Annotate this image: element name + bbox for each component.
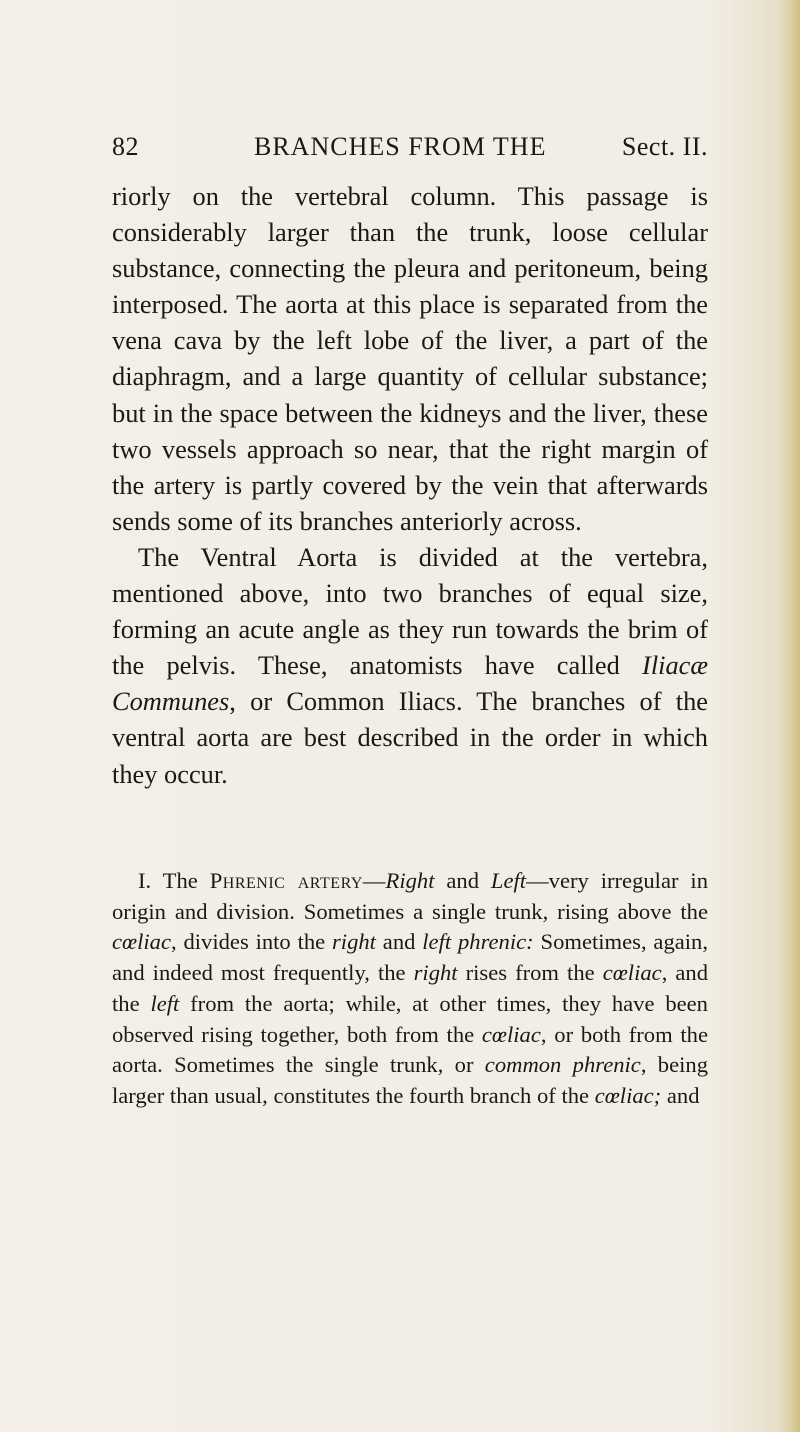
text-run: Sometimes, again, and indeed most frequently, the <box>112 929 709 986</box>
italic-term: Left <box>490 868 527 893</box>
italic-term: Right <box>385 868 435 893</box>
text-run: and <box>434 868 491 893</box>
text-run: , being larger than usual, constitutes the fourth branch of the <box>112 1052 708 1108</box>
italic-term: right <box>332 929 376 955</box>
section-label: Sect. II. <box>621 132 708 161</box>
text-run: from the aorta; while, at other times, they have been observed rising together, both from the <box>112 990 708 1047</box>
italic-term: common phrenic <box>484 1052 641 1078</box>
paragraph-ventral-aorta <box>112 539 708 792</box>
text-run: — <box>362 868 386 893</box>
italic-term: left phrenic: <box>422 929 534 955</box>
text-run: and <box>661 1082 700 1108</box>
italic-term: cœliac; <box>594 1082 662 1108</box>
text-run: rises from the <box>457 960 603 986</box>
italic-term: Iliacæ Communes <box>112 650 708 717</box>
text-run: —very irregular in origin and division. Sometimes a single trunk, rising above the <box>112 868 708 924</box>
text-run: , or Common Iliacs. The branches of the ventral aorta are best described in the order in which they occur. <box>112 686 708 789</box>
text-run: , divides into the <box>170 929 333 955</box>
phrenic-artery-section <box>112 866 708 1112</box>
main-text <box>112 178 708 792</box>
italic-term: cœliac <box>481 1021 541 1047</box>
text-run: , or both from the aorta. Sometimes the single trunk, or <box>112 1021 708 1078</box>
paragraph-phrenic-artery <box>112 866 708 1112</box>
running-header <box>112 132 708 168</box>
page-number: 82 <box>112 132 139 161</box>
text-run: , and the <box>112 960 709 1016</box>
paragraph-continued: riorly on the vertebral column. This passage is considerably larger than the trunk, loose cellular substance, connecting the pleura and peritoneum, being interposed. The aorta at this place is separated from the vena cava by the left lobe of the liver, a part of the diaphragm, and a large quantity of cellular substance; but in the space between the kidneys and the liver, these two vessels approach so near, that the right margin of the artery is partly covered by the vein that afterwards sends some of its branches anteriorly across. <box>112 181 708 536</box>
small-caps-heading: Phrenic artery <box>209 868 363 893</box>
italic-term: right <box>413 960 458 986</box>
italic-term: left <box>150 990 180 1016</box>
page-edge-shading <box>778 0 800 1432</box>
running-title: BRANCHES FROM THE <box>254 132 547 161</box>
italic-term: cœliac <box>112 929 171 955</box>
text-run: and <box>375 929 423 955</box>
italic-term: cœliac <box>602 960 662 986</box>
text-run: I. The <box>138 868 210 893</box>
text-run: The Ventral Aorta is divided at the vertebra, mentioned above, into two branches of equal size, forming an acute angle as they run towards the brim of the pelvis. These, anatomists have called <box>112 541 708 681</box>
